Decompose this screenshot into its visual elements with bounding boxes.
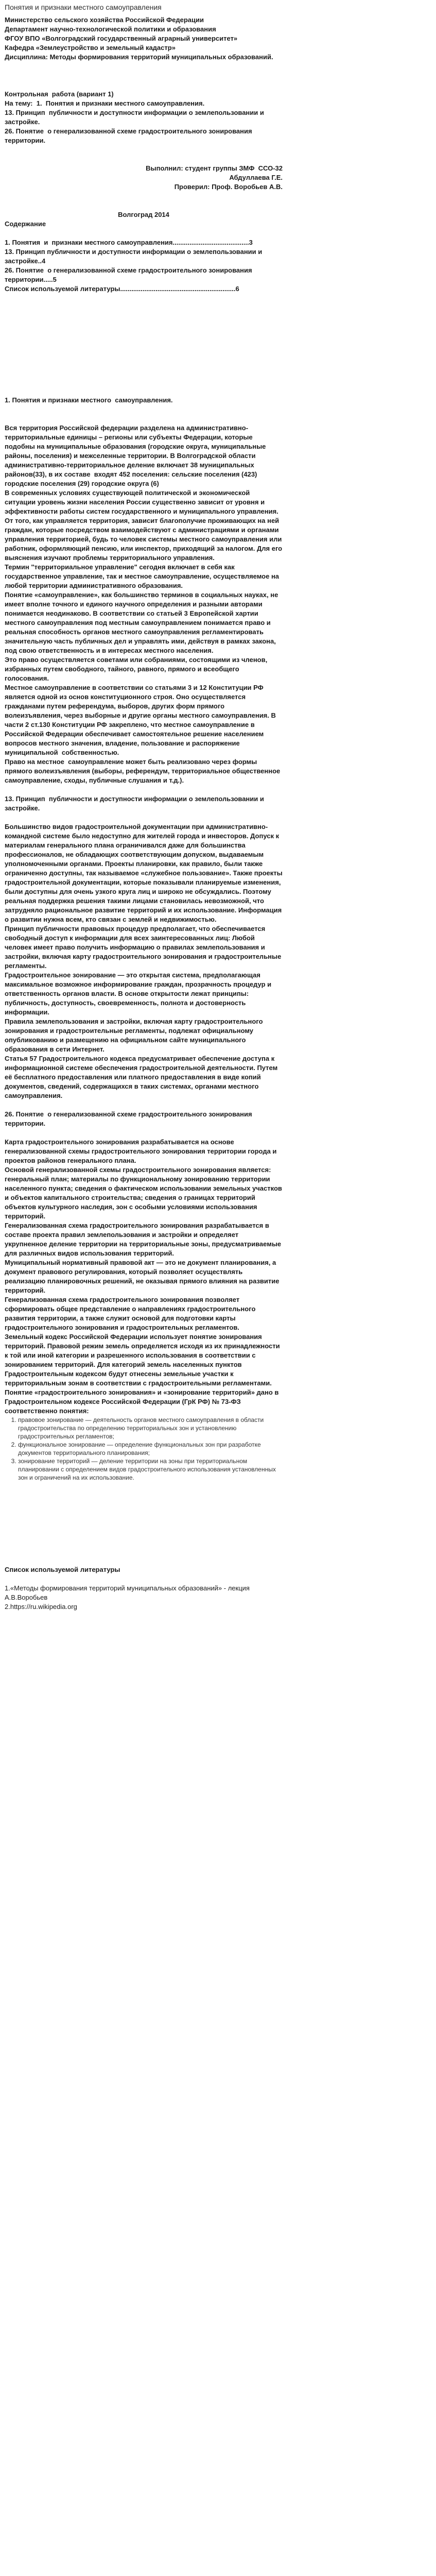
student-name: Абдуллаева Г.Е. [229,174,283,181]
header-line: Министерство сельского хозяйства Российской Федерации [5,16,204,24]
paragraph: Понятие «градостроительного зонирования» и «зонирование территорий» дано в Градостроительном кодексе Российской Федерации (ГрК РФ) № 73-ФЗ соответственно понятия: [5,1388,281,1415]
toc-item: 1. Понятия и признаки местного самоуправления.........................................3 [5,239,253,246]
paragraph: Муниципальный нормативный правовой акт — это не документ планирования, а документ правового регулирования, который позволяет осуществлять реализацию планировочных решений, не оказывая прямого влияния на развитие территорий. [5,1259,282,1294]
paragraph: Земельный кодекс Российской Федерации использует понятие зонирования территорий. Правовой режим земель определяется исходя из их принадлежности к той или иной категории и разрешенного использования в соответствии с зонированием территорий. Для категорий земель населенных пунктов Градостроительным кодексом будут отнесены земельные участки к территориальным зонам в соответствии с градостроительными регламентами. [5,1333,282,1387]
header-line: Департамент научно-технологической политики и образования [5,25,216,33]
section-heading: 1. Понятия и признаки местного самоуправления. [5,396,173,404]
toc-item: 13. Принцип публичности и доступности информации о землепользовании и застройке..4 [5,248,264,265]
work-topic: 26. Понятие о генерализованной схеме градостроительного зонирования территории. [5,127,254,144]
references [5,1565,283,1612]
toc-heading: Содержание [5,220,46,228]
header-line: ФГОУ ВПО «Волгоградский государственный аграрный университет» [5,35,238,42]
paragraph: Понятие «самоуправление», как большинство терминов в социальных науках, не имеет вполне точного и единого научного определения и разными авторами понимается неодинаково. В соответствии со статьей 3 Европейской хартии местного самоуправления под местным самоуправлением понимается право и реальная способность органов местного самоуправления регламентировать значительную часть публичных дел и управлять ими, действуя в рамках закона, под свою ответственность и в интересах местного населения. [5,591,280,654]
header-line: Дисциплина: Методы формирования территорий муниципальных образований. [5,53,273,61]
signature-block [5,164,283,192]
paragraph: Это право осуществляется советами или собраниями, состоящими из членов, избранных путем свободного, тайного, равного, прямого и всеобщего голосования. [5,656,269,682]
page-title: Понятия и признаки местного самоуправления [5,3,162,11]
work-type: Контрольная работа (вариант 1) [5,90,114,98]
toc-item: 26. Понятие о генерализованной схеме градостроительного зонирования территории.....5 [5,266,254,283]
paragraph: Право на местное самоуправление может быть реализовано через формы прямого волеизъявления (выборы, референдум, территориальное общественное самоуправление, сходы, публичные слушания и т.д.). [5,758,282,784]
definition-list [5,1416,283,1482]
paragraph: Большинство видов градостроительной документации при административно-командной системе было недоступно для жителей города и инвесторов. Допуск к материалам генерального плана ограничивался даже для большинства профессионалов, не обладающих соответствующим допуском, выдаваемым уполномоченными органами. Проекты планировки, как правило, были также ограниченно доступны, так называемое «служебное пользование». Также проекты градостроительной документации, которые показывали планируемые изменения, были доступны для очень узкого круга лиц и широко не обсуждались. Поэтому реальная поддержка решения такими лицами становилась невозможной, что затрудняло рациональное развитие территорий и их использование. Информация о развитии нужна всем, кто связан с землей и недвижимостью. [5,823,285,923]
paragraph: Вся территория Российской федерации разделена на административно-территориальные единицы – регионы или субъекты Федерации, которые подобны на муниципальные образования (городские округа, муниципальные районы, поселения) и межселенные территории. В Волгоградской области административно-территориальное деление включает 38 муниципальных районов(33), в их составе входят 452 поселения: сельские поселения (423) городские поселения (29) городские округа (6) [5,424,268,487]
reference-item: 1.«Методы формирования территорий муниципальных образований» - лекция А.В.Воробьев [5,1584,252,1601]
list-item: 2. функциональное зонирование — определение функциональных зон при разработке документов территориального планирования; [18,1440,283,1457]
performed-by: Выполнил: студент группы ЗМФ ССО-32 [146,164,283,172]
table-of-contents [5,238,283,294]
references-heading: Список используемой литературы [5,1566,120,1573]
toc-item: Список используемой литературы..............................................................6 [5,285,239,293]
section-heading: 26. Понятие о генерализованной схеме градостроительного зонирования территории. [5,1110,254,1127]
section-heading: 13. Принцип публичности и доступности информации о землепользовании и застройке. [5,795,266,812]
reference-item: 2.https://ru.wikipedia.org [5,1603,77,1611]
paragraph: Основой генерализованной схемы градостроительного зонирования является: генеральный план; материалы по функциональному зонированию территории населенного пункта; сведения о фактическом использовании земельных участков и объектов капитального строительства; сведения о границах территорий объектов культурного наследия, зон с особыми условиями использования территорий. [5,1166,284,1220]
paragraph: Генерализованная схема градостроительного зонирования разрабатывается в составе проекта правил землепользования и застройки и определяет укрупненное деление территории на территориальные зоны, предусматриваемые для различных видов использования территорий. [5,1222,283,1257]
paragraph: Термин "территориальное управление" сегодня включает в себя как государственное управление, так и местное самоуправление, осуществляемое на любой территории административного образования. [5,563,281,589]
paragraph: Градостроительное зонирование — это открытая система, предполагающая максимальное возможное информирование граждан, прозрачность процедур и ответственность органов власти. В основе открытости лежат принципы: публичность, доступность, своевременность, полнота и достоверность информации. [5,971,273,1016]
work-topic: 13. Принцип публичности и доступности информации о землепользовании и застройке. [5,109,266,126]
paragraph: Генерализованная схема градостроительного зонирования позволяет сформировать общее представление о направлениях градостроительного развития территории, а также служит основой для подготовки карты градостроительного зонирования и градостроительных регламентов. [5,1296,258,1331]
paragraph: Правила землепользования и застройки, включая карту градостроительного зонирования и градостроительные регламенты, подлежат официальному опубликованию и размещению на официальном сайте муниципального образования в сети Интернет. [5,1018,265,1053]
section-1 [5,396,283,785]
work-block [5,90,283,145]
header-line: Кафедра «Землеустройство и земельный кадастр» [5,44,176,52]
section-26 [5,1110,283,1482]
list-item: 1. правовое зонирование — деятельность органов местного самоуправления в области градостроительства по определению территориальных зон и установлению градостроительных регламентов; [18,1416,283,1440]
checked-by: Проверил: Проф. Воробьев А.В. [174,183,283,191]
paragraph: В современных условиях существующей политической и экономической ситуации уровень жизни населения России существенно зависит от уровня и эффективности работы систем государственного и муниципального управления. От того, как управляется территория, зависит благополучие проживающих на ней граждан, которые посредством взаимодействуют с администрациями и органами управления территорией, будь то человек системы местного самоуправления или работник, оформляющий пенсию, или инспектор, приходящий за налогом. Для его выяснения изучают проблемы территориального управления. [5,489,284,562]
work-topic: На тему: 1. Понятия и признаки местного самоуправления. [5,99,205,107]
paragraph: Принцип публичности правовых процедур предполагает, что обеспечивается свободный доступ к информации для всех заинтересованных лиц: Любой человек имеет право получить информацию о правилах землепользования и застройки, включая карту градостроительного зонирования и градостроительные регламенты. [5,925,283,970]
paragraph: Статья 57 Градостроительного кодекса предусматривает обеспечение доступа к информационной системе обеспечения градостроительной деятельности. Путем её бесплатного предоставления или платного предоставления в виде копий документов, сведений, содержащихся в таких системах, органами местного самоуправления. [5,1055,280,1099]
paragraph: Местное самоуправление в соответствии со статьями 3 и 12 Конституции РФ является одной из основ конституционного строя. Оно осуществляется гражданами путем референдума, выборов, других форм прямого волеизъявления, через выборные и другие органы местного самоуправления. В части 2 ст.130 Конституции РФ закреплено, что местное самоуправление в Российской Федерации обеспечивает самостоятельное решение населением вопросов местного значения, владение, пользование и распоряжение муниципальной собственностью. [5,684,278,756]
paragraph: Карта градостроительного зонирования разрабатывается на основе генерализованной схемы градостроительного зонирования территории города и проектов районов генерального плана. [5,1138,279,1164]
header-block [5,15,283,62]
city-year: Волгоград 2014 [118,211,169,218]
document [5,2,283,1612]
section-13 [5,794,283,1100]
list-item: 3. зонирование территорий — деление территории на зоны при территориальном планировании с определением видов градостроительного использования установленных зон и ограничений на их использование. [18,1457,283,1482]
